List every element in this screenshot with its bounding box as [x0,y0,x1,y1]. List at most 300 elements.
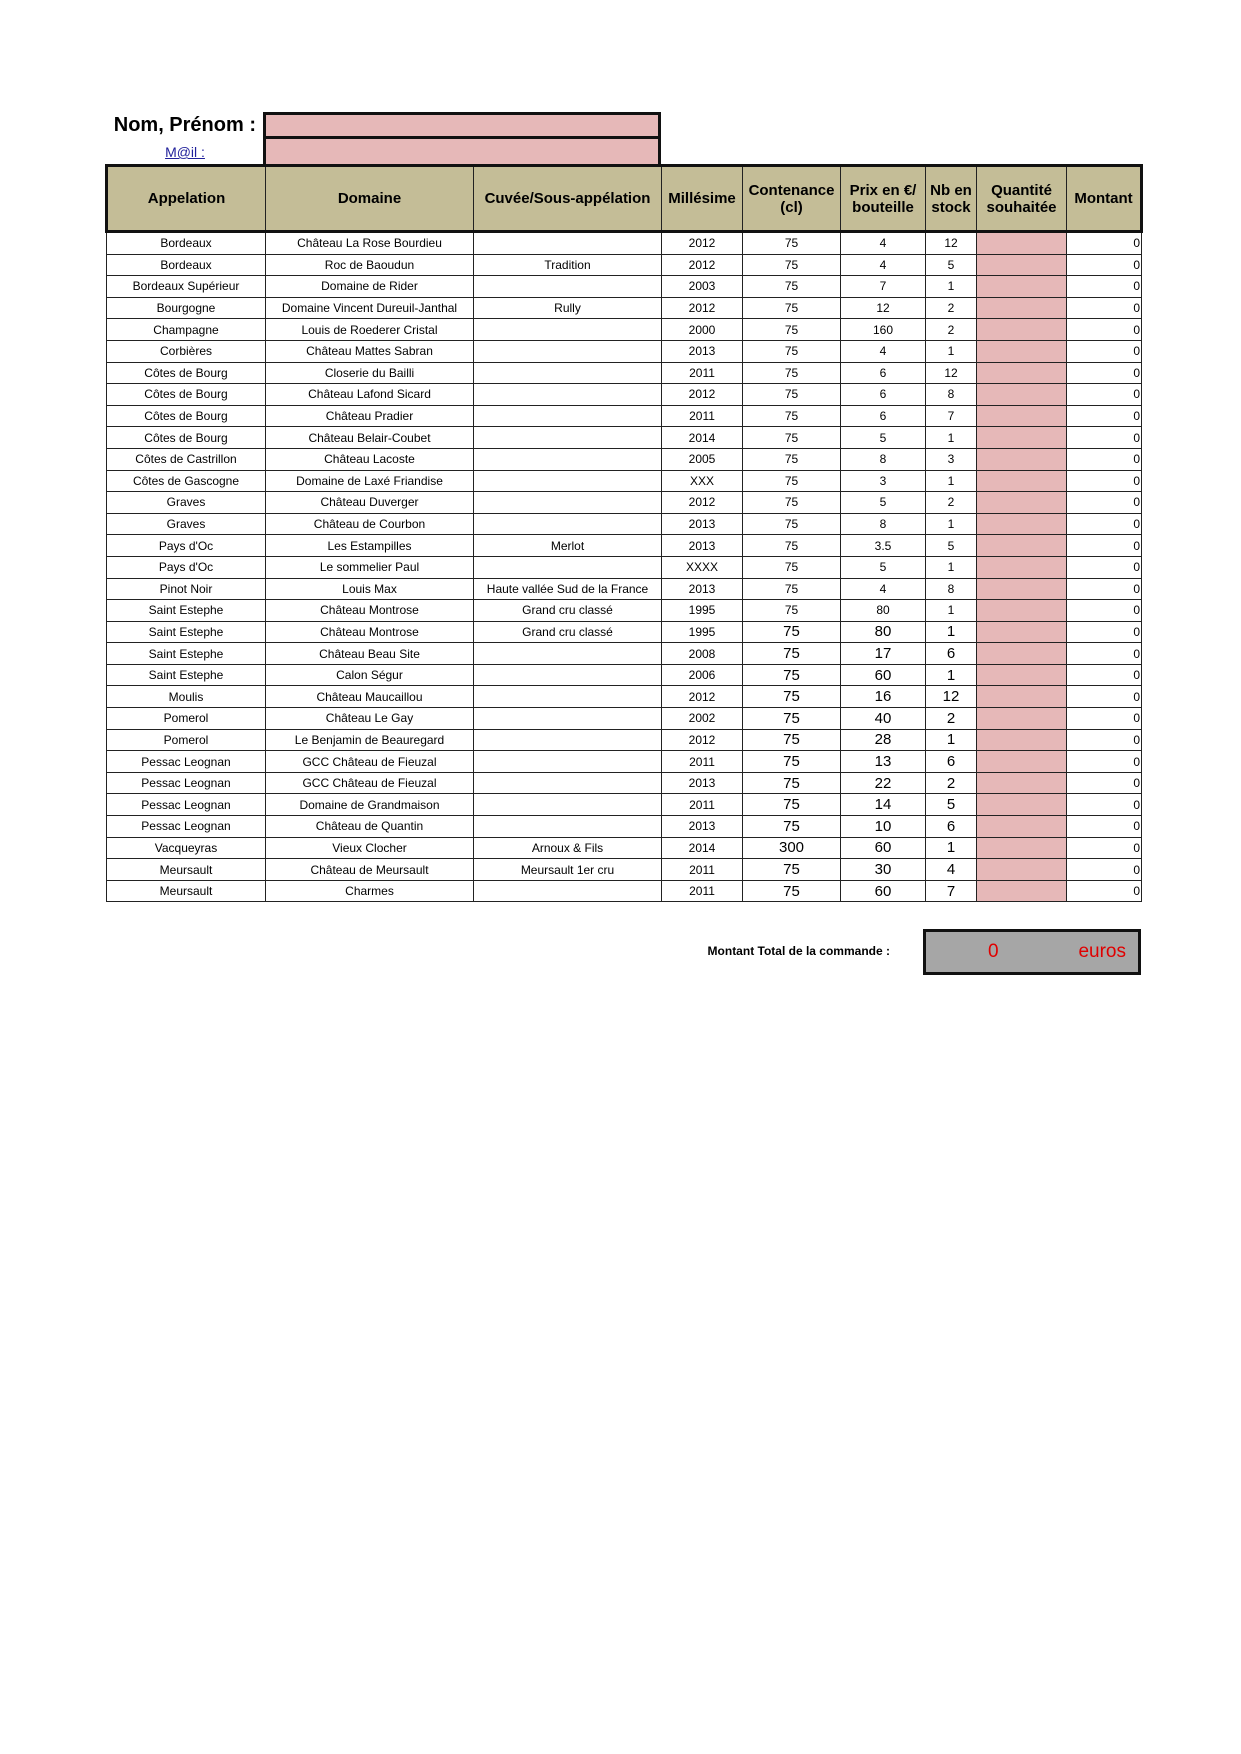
cell-domaine: Château de Quantin [266,816,474,838]
cell-montant: 0 [1067,751,1142,773]
cell-contenance: 75 [743,513,841,535]
cell-montant: 0 [1067,621,1142,643]
cell-domaine: Château Le Gay [266,708,474,730]
cell-montant: 0 [1067,643,1142,665]
cell-millesime: 2011 [662,859,743,881]
cell-montant: 0 [1067,600,1142,622]
cell-appelation: Saint Estephe [107,600,266,622]
cell-montant: 0 [1067,340,1142,362]
cell-prix: 10 [841,816,926,838]
cell-stock: 1 [926,600,977,622]
cell-quantite[interactable] [977,794,1067,816]
wine-order-table [105,164,1143,902]
cell-prix: 3 [841,470,926,492]
cell-appelation: Côtes de Bourg [107,405,266,427]
table-row [107,276,1142,298]
cell-domaine: Château de Meursault [266,859,474,881]
cell-stock: 1 [926,513,977,535]
cell-quantite[interactable] [977,708,1067,730]
cell-millesime: 1995 [662,621,743,643]
cell-stock: 2 [926,319,977,341]
cell-montant: 0 [1067,470,1142,492]
cell-montant: 0 [1067,492,1142,514]
name-input[interactable] [263,112,661,139]
cell-domaine: Louis Max [266,578,474,600]
header-prix: Prix en €/ bouteille [841,166,926,232]
cell-montant: 0 [1067,232,1142,255]
cell-quantite[interactable] [977,578,1067,600]
cell-prix: 160 [841,319,926,341]
cell-prix: 7 [841,276,926,298]
cell-cuvee [474,470,662,492]
cell-prix: 4 [841,232,926,255]
table-row [107,621,1142,643]
cell-quantite[interactable] [977,276,1067,298]
cell-domaine: Louis de Roederer Cristal [266,319,474,341]
cell-appelation: Côtes de Bourg [107,384,266,406]
cell-appelation: Moulis [107,686,266,708]
cell-quantite[interactable] [977,427,1067,449]
cell-quantite[interactable] [977,232,1067,255]
cell-cuvee [474,880,662,902]
cell-montant: 0 [1067,448,1142,470]
cell-contenance: 75 [743,708,841,730]
cell-domaine: Château Montrose [266,621,474,643]
cell-quantite[interactable] [977,448,1067,470]
cell-prix: 80 [841,600,926,622]
cell-prix: 28 [841,729,926,751]
cell-cuvee [474,492,662,514]
cell-domaine: Vieux Clocher [266,837,474,859]
cell-stock: 2 [926,492,977,514]
cell-quantite[interactable] [977,513,1067,535]
cell-appelation: Pinot Noir [107,578,266,600]
cell-contenance: 75 [743,751,841,773]
cell-cuvee [474,448,662,470]
cell-millesime: 2013 [662,535,743,557]
cell-millesime: 2012 [662,492,743,514]
cell-domaine: Château Belair-Coubet [266,427,474,449]
cell-quantite[interactable] [977,816,1067,838]
cell-prix: 6 [841,384,926,406]
table-row [107,600,1142,622]
cell-prix: 4 [841,254,926,276]
cell-stock: 8 [926,578,977,600]
cell-stock: 12 [926,362,977,384]
cell-millesime: 1995 [662,600,743,622]
cell-cuvee: Haute vallée Sud de la France [474,578,662,600]
cell-cuvee [474,362,662,384]
cell-quantite[interactable] [977,319,1067,341]
cell-prix: 40 [841,708,926,730]
cell-appelation: Pomerol [107,708,266,730]
cell-contenance: 75 [743,319,841,341]
cell-cuvee [474,729,662,751]
cell-domaine: Château Maucaillou [266,686,474,708]
cell-appelation: Bordeaux Supérieur [107,276,266,298]
cell-millesime: 2006 [662,664,743,686]
cell-prix: 16 [841,686,926,708]
total-unit: euros [1078,941,1126,962]
cell-stock: 2 [926,297,977,319]
cell-millesime: XXXX [662,556,743,578]
cell-appelation: Saint Estephe [107,643,266,665]
cell-contenance: 75 [743,362,841,384]
cell-montant: 0 [1067,794,1142,816]
cell-quantite[interactable] [977,729,1067,751]
cell-stock: 1 [926,837,977,859]
cell-appelation: Pays d'Oc [107,535,266,557]
cell-millesime: 2013 [662,578,743,600]
cell-montant: 0 [1067,405,1142,427]
cell-quantite[interactable] [977,772,1067,794]
cell-stock: 1 [926,276,977,298]
cell-prix: 60 [841,880,926,902]
cell-domaine: Calon Ségur [266,664,474,686]
cell-prix: 13 [841,751,926,773]
cell-prix: 14 [841,794,926,816]
table-row [107,772,1142,794]
cell-millesime: 2013 [662,816,743,838]
cell-cuvee [474,384,662,406]
total-value: 0 [988,941,999,962]
header-montant: Montant [1067,166,1142,232]
cell-appelation: Pessac Leognan [107,772,266,794]
cell-quantite[interactable] [977,751,1067,773]
cell-prix: 8 [841,448,926,470]
cell-cuvee [474,664,662,686]
cell-quantite[interactable] [977,686,1067,708]
cell-millesime: 2008 [662,643,743,665]
cell-prix: 12 [841,297,926,319]
cell-appelation: Côtes de Castrillon [107,448,266,470]
total-label: Montant Total de la commande : [707,944,890,958]
cell-appelation: Côtes de Bourg [107,427,266,449]
table-row [107,794,1142,816]
cell-contenance: 300 [743,837,841,859]
cell-domaine: Domaine de Rider [266,276,474,298]
cell-stock: 7 [926,880,977,902]
cell-montant: 0 [1067,276,1142,298]
cell-stock: 1 [926,470,977,492]
cell-domaine: Château Lafond Sicard [266,384,474,406]
cell-quantite[interactable] [977,600,1067,622]
cell-montant: 0 [1067,254,1142,276]
cell-quantite[interactable] [977,297,1067,319]
table-row [107,232,1142,255]
table-row [107,470,1142,492]
cell-millesime: 2000 [662,319,743,341]
cell-quantite[interactable] [977,880,1067,902]
cell-appelation: Corbières [107,340,266,362]
cell-contenance: 75 [743,340,841,362]
table-row [107,880,1142,902]
cell-cuvee: Grand cru classé [474,600,662,622]
mail-input[interactable] [263,139,661,166]
cell-domaine: Le Benjamin de Beauregard [266,729,474,751]
cell-stock: 12 [926,232,977,255]
table-row [107,492,1142,514]
header-domaine: Domaine [266,166,474,232]
cell-quantite[interactable] [977,664,1067,686]
table-row [107,816,1142,838]
cell-appelation: Bourgogne [107,297,266,319]
cell-domaine: Château La Rose Bourdieu [266,232,474,255]
cell-prix: 6 [841,362,926,384]
cell-quantite[interactable] [977,470,1067,492]
cell-cuvee: Grand cru classé [474,621,662,643]
cell-prix: 80 [841,621,926,643]
cell-montant: 0 [1067,729,1142,751]
cell-contenance: 75 [743,276,841,298]
cell-quantite[interactable] [977,384,1067,406]
cell-cuvee: Tradition [474,254,662,276]
cell-millesime: XXX [662,470,743,492]
cell-stock: 6 [926,816,977,838]
cell-stock: 6 [926,751,977,773]
cell-montant: 0 [1067,535,1142,557]
header-appelation: Appelation [107,166,266,232]
cell-appelation: Saint Estephe [107,664,266,686]
cell-cuvee: Merlot [474,535,662,557]
cell-domaine: Closerie du Bailli [266,362,474,384]
cell-montant: 0 [1067,837,1142,859]
cell-domaine: GCC Château de Fieuzal [266,772,474,794]
cell-domaine: Domaine de Laxé Friandise [266,470,474,492]
cell-prix: 6 [841,405,926,427]
cell-quantite[interactable] [977,621,1067,643]
cell-contenance: 75 [743,621,841,643]
cell-contenance: 75 [743,664,841,686]
cell-montant: 0 [1067,513,1142,535]
table-row [107,362,1142,384]
cell-cuvee [474,556,662,578]
cell-contenance: 75 [743,556,841,578]
cell-cuvee [474,708,662,730]
cell-contenance: 75 [743,254,841,276]
table-row [107,556,1142,578]
cell-domaine: Charmes [266,880,474,902]
cell-prix: 4 [841,340,926,362]
cell-contenance: 75 [743,772,841,794]
cell-millesime: 2013 [662,772,743,794]
cell-cuvee [474,686,662,708]
cell-contenance: 75 [743,427,841,449]
cell-millesime: 2012 [662,384,743,406]
cell-contenance: 75 [743,880,841,902]
cell-appelation: Meursault [107,859,266,881]
header-cuvee: Cuvée/Sous-appélation [474,166,662,232]
cell-millesime: 2011 [662,405,743,427]
cell-contenance: 75 [743,470,841,492]
cell-millesime: 2012 [662,254,743,276]
cell-contenance: 75 [743,859,841,881]
cell-quantite[interactable] [977,837,1067,859]
cell-millesime: 2012 [662,232,743,255]
cell-domaine: Domaine de Grandmaison [266,794,474,816]
header-millesime: Millésime [662,166,743,232]
cell-quantite[interactable] [977,643,1067,665]
cell-cuvee [474,794,662,816]
table-row [107,578,1142,600]
cell-cuvee [474,340,662,362]
cell-millesime: 2013 [662,340,743,362]
cell-quantite[interactable] [977,556,1067,578]
cell-millesime: 2012 [662,729,743,751]
cell-stock: 1 [926,340,977,362]
cell-stock: 8 [926,384,977,406]
cell-stock: 2 [926,772,977,794]
cell-millesime: 2011 [662,362,743,384]
cell-contenance: 75 [743,816,841,838]
table-row [107,751,1142,773]
cell-stock: 5 [926,794,977,816]
cell-montant: 0 [1067,297,1142,319]
cell-domaine: Domaine Vincent Dureuil-Janthal [266,297,474,319]
cell-stock: 6 [926,643,977,665]
cell-cuvee [474,405,662,427]
cell-appelation: Meursault [107,880,266,902]
mail-link[interactable]: M@il : [165,144,205,160]
cell-contenance: 75 [743,686,841,708]
cell-appelation: Graves [107,513,266,535]
cell-millesime: 2014 [662,427,743,449]
cell-stock: 1 [926,729,977,751]
table-row [107,254,1142,276]
cell-montant: 0 [1067,664,1142,686]
table-row [107,384,1142,406]
cell-contenance: 75 [743,384,841,406]
cell-domaine: Les Estampilles [266,535,474,557]
cell-contenance: 75 [743,643,841,665]
cell-contenance: 75 [743,600,841,622]
cell-contenance: 75 [743,578,841,600]
cell-cuvee [474,232,662,255]
cell-cuvee: Rully [474,297,662,319]
cell-domaine: Château Lacoste [266,448,474,470]
cell-millesime: 2011 [662,794,743,816]
cell-montant: 0 [1067,686,1142,708]
table-row [107,297,1142,319]
cell-prix: 30 [841,859,926,881]
name-label: Nom, Prénom : [113,114,256,136]
cell-stock: 1 [926,427,977,449]
cell-quantite[interactable] [977,254,1067,276]
cell-millesime: 2012 [662,297,743,319]
cell-prix: 4 [841,578,926,600]
cell-stock: 1 [926,664,977,686]
cell-appelation: Champagne [107,319,266,341]
cell-stock: 5 [926,254,977,276]
cell-prix: 8 [841,513,926,535]
cell-stock: 2 [926,708,977,730]
header-contenance: Contenance (cl) [743,166,841,232]
table-row [107,448,1142,470]
table-row [107,340,1142,362]
cell-contenance: 75 [743,405,841,427]
cell-quantite[interactable] [977,362,1067,384]
cell-cuvee: Arnoux & Fils [474,837,662,859]
cell-contenance: 75 [743,297,841,319]
cell-contenance: 75 [743,535,841,557]
cell-contenance: 75 [743,729,841,751]
cell-montant: 0 [1067,362,1142,384]
cell-appelation: Graves [107,492,266,514]
cell-domaine: GCC Château de Fieuzal [266,751,474,773]
cell-domaine: Château Mattes Sabran [266,340,474,362]
cell-cuvee [474,513,662,535]
cell-appelation: Côtes de Gascogne [107,470,266,492]
cell-appelation: Bordeaux [107,254,266,276]
total-box [923,929,1141,975]
cell-stock: 5 [926,535,977,557]
header-quantite: Quantité souhaitée [977,166,1067,232]
table-row [107,427,1142,449]
cell-montant: 0 [1067,427,1142,449]
table-row [107,708,1142,730]
cell-millesime: 2014 [662,837,743,859]
cell-montant: 0 [1067,772,1142,794]
cell-millesime: 2012 [662,686,743,708]
cell-stock: 4 [926,859,977,881]
cell-quantite[interactable] [977,492,1067,514]
cell-contenance: 75 [743,492,841,514]
cell-cuvee [474,319,662,341]
cell-appelation: Pessac Leognan [107,816,266,838]
cell-stock: 1 [926,556,977,578]
cell-appelation: Pessac Leognan [107,794,266,816]
cell-quantite[interactable] [977,535,1067,557]
cell-millesime: 2011 [662,751,743,773]
cell-stock: 12 [926,686,977,708]
cell-prix: 22 [841,772,926,794]
cell-cuvee [474,816,662,838]
cell-montant: 0 [1067,319,1142,341]
cell-quantite[interactable] [977,405,1067,427]
table-row [107,319,1142,341]
cell-cuvee: Meursault 1er cru [474,859,662,881]
cell-appelation: Côtes de Bourg [107,362,266,384]
table-row [107,535,1142,557]
cell-prix: 17 [841,643,926,665]
cell-domaine: Château Beau Site [266,643,474,665]
cell-millesime: 2011 [662,880,743,902]
cell-appelation: Pomerol [107,729,266,751]
cell-cuvee [474,276,662,298]
cell-montant: 0 [1067,816,1142,838]
cell-quantite[interactable] [977,340,1067,362]
cell-millesime: 2002 [662,708,743,730]
cell-montant: 0 [1067,880,1142,902]
cell-cuvee [474,427,662,449]
cell-domaine: Château de Courbon [266,513,474,535]
cell-prix: 5 [841,427,926,449]
table-row [107,859,1142,881]
cell-contenance: 75 [743,448,841,470]
cell-millesime: 2003 [662,276,743,298]
table-row [107,513,1142,535]
table-row [107,643,1142,665]
cell-contenance: 75 [743,232,841,255]
cell-appelation: Vacqueyras [107,837,266,859]
cell-domaine: Le sommelier Paul [266,556,474,578]
table-header-row [107,166,1142,232]
cell-prix: 5 [841,492,926,514]
cell-cuvee [474,751,662,773]
cell-quantite[interactable] [977,859,1067,881]
table-row [107,837,1142,859]
cell-stock: 1 [926,621,977,643]
